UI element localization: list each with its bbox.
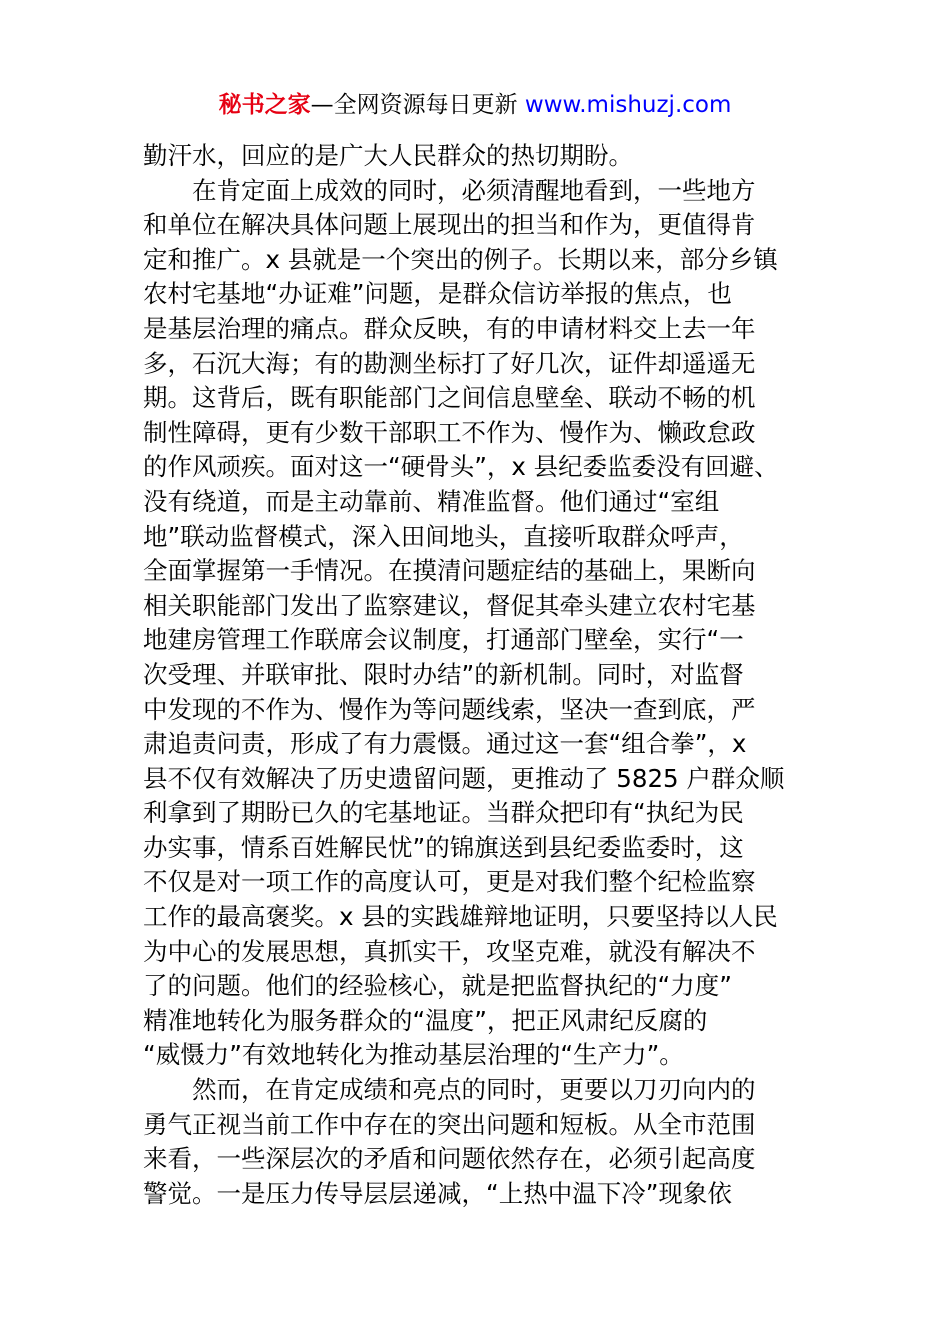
- text-line: 在肯定面上成效的同时，必须清醒地看到，一些地方: [143, 175, 756, 205]
- text-line: 利拿到了期盼已久的宅基地证。当群众把印有“执纪为民: [143, 798, 744, 828]
- text-line: 没有绕道，而是主动靠前、精准监督。他们通过“室组: [143, 486, 720, 516]
- text-line: 全面掌握第一手情况。在摸清问题症结的基础上，果断向: [143, 556, 756, 586]
- text-line: 的作风顽疾。面对这一“硬骨头”，x 县纪委监委没有回避、: [143, 452, 779, 482]
- text-line: 办实事，情系百姓解民忧”的锦旗送到县纪委监委时，这: [143, 832, 744, 862]
- text-line: 地”联动监督模式，深入田间地头，直接听取群众呼声，: [143, 521, 744, 551]
- brand-name: 秘书之家: [218, 92, 311, 118]
- text-line: 工作的最高褒奖。x 县的实践雄辩地证明，只要坚持以人民: [143, 902, 778, 932]
- text-line: 警觉。一是压力传导层层递减，“上热中温下冷”现象依: [143, 1178, 732, 1208]
- text-line: “威慑力”有效地转化为推动基层治理的“生产力”。: [143, 1040, 684, 1070]
- text-line: 制性障碍，更有少数干部职工不作为、慢作为、懒政怠政: [143, 417, 756, 447]
- text-line: 定和推广。x 县就是一个突出的例子。长期以来，部分乡镇: [143, 244, 778, 274]
- text-line: 农村宅基地“办证难”问题，是群众信访举报的焦点，也: [143, 279, 732, 309]
- text-line: 勤汗水，回应的是广大人民群众的热切期盼。: [143, 141, 633, 170]
- text-line: 肃追责问责，形成了有力震慑。通过这一套“组合拳”，x: [143, 729, 747, 759]
- text-line: 是基层治理的痛点。群众反映，有的申请材料交上去一年: [143, 313, 756, 343]
- website-link[interactable]: www.mishuzj.com: [524, 92, 732, 118]
- header-tagline: —全网资源每日更新: [310, 92, 525, 118]
- text-line: 中发现的不作为、慢作为等问题线索，坚决一查到底，严: [143, 694, 756, 724]
- document-body: [143, 139, 813, 1211]
- text-line: 来看，一些深层次的矛盾和问题依然存在，必须引起高度: [143, 1144, 756, 1174]
- text-line: 次受理、并联审批、限时办结”的新机制。同时，对监督: [143, 659, 744, 689]
- text-line: 勇气正视当前工作中存在的突出问题和短板。从全市范围: [143, 1109, 756, 1139]
- text-line: 多，石沉大海；有的勘测坐标打了好几次，证件却遥遥无: [143, 348, 756, 378]
- text-line: 然而，在肯定成绩和亮点的同时，更要以刀刃向内的: [143, 1075, 756, 1105]
- text-line: 了的问题。他们的经验核心，就是把监督执纪的“力度”: [143, 971, 732, 1001]
- text-line: 相关职能部门发出了监察建议，督促其牵头建立农村宅基: [143, 590, 756, 620]
- text-line: 不仅是对一项工作的高度认可，更是对我们整个纪检监察: [143, 867, 756, 897]
- text-line: 和单位在解决具体问题上展现出的担当和作为，更值得肯: [143, 210, 756, 240]
- text-line: 为中心的发展思想，真抓实干，攻坚克难，就没有解决不: [143, 936, 756, 966]
- text-line: 期。这背后，既有职能部门之间信息壁垒、联动不畅的机: [143, 383, 756, 413]
- text-line: 县不仅有效解决了历史遗留问题，更推动了 5825 户群众顺: [143, 763, 785, 793]
- page-header: [0, 88, 950, 122]
- text-line: 地建房管理工作联席会议制度，打通部门壁垒，实行“一: [143, 625, 744, 655]
- text-line: 精准地转化为服务群众的“温度”，把正风肃纪反腐的: [143, 1005, 708, 1035]
